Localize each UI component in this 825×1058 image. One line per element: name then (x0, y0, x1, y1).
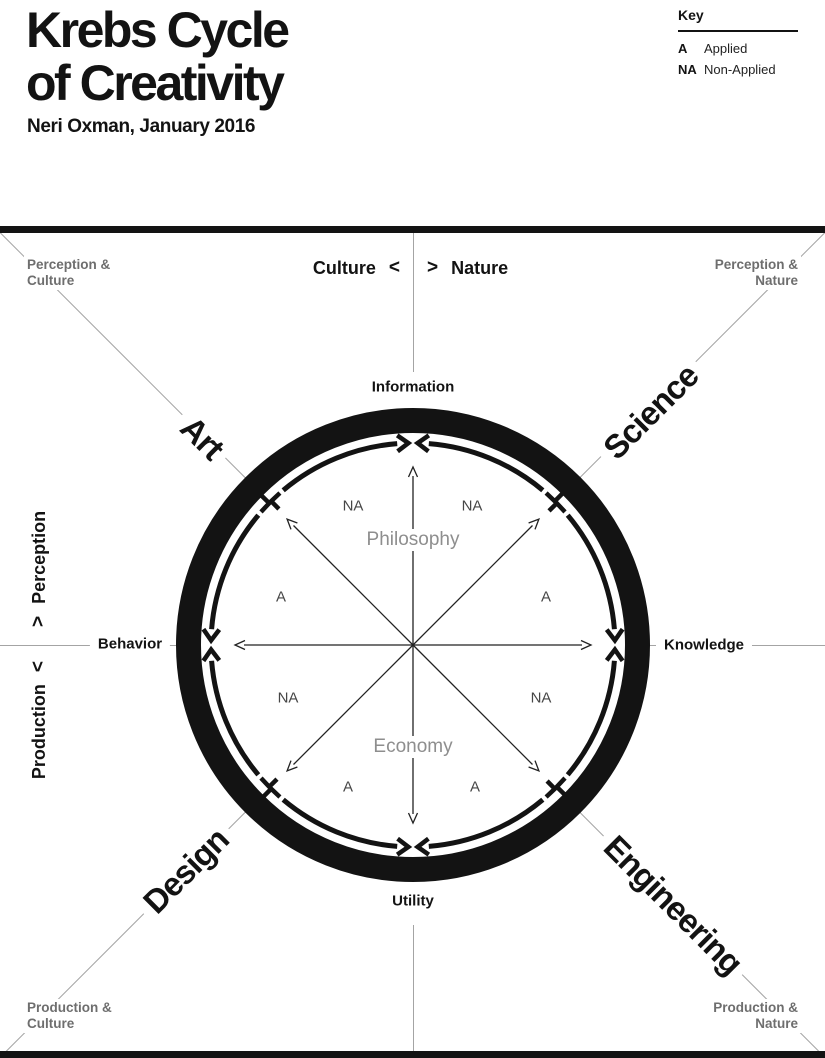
chevron-left-icon: < (388, 257, 400, 278)
corner-label-line: Perception & (714, 257, 798, 272)
marker-a-bottom-right: A (469, 778, 481, 796)
perception-label: Perception (27, 505, 52, 610)
corner-label-line: Nature (755, 1016, 798, 1031)
quadrant-label-science: Science (589, 350, 713, 474)
corner-label-line: Nature (755, 273, 798, 288)
key-title: Key (678, 7, 798, 32)
page-title-line1: Krebs Cycle (26, 2, 288, 58)
corner-label-line: Culture (27, 1016, 75, 1031)
byline: Neri Oxman, January 2016 (27, 116, 256, 137)
page-title (26, 4, 288, 110)
axis-culture-block (307, 256, 406, 280)
cardinal-label-utility: Utility (384, 892, 442, 911)
cardinal-label-information: Information (364, 378, 463, 397)
corner-label-line: Production & (713, 1000, 798, 1015)
key-row-applied (678, 41, 798, 56)
key-row-non-applied (678, 62, 798, 77)
marker-a-mid-right: A (540, 588, 552, 606)
page-title-line2: of Creativity (26, 55, 283, 111)
chevron-right-icon: > (427, 257, 439, 278)
corner-label-perception-culture (24, 256, 113, 290)
marker-na-lower-left: NA (277, 689, 299, 707)
quadrant-label-engineering: Engineering (589, 821, 757, 989)
corner-label-line: Perception & (27, 257, 111, 272)
chevron-down-icon: < (26, 655, 52, 678)
corner-label-production-culture (24, 999, 115, 1033)
marker-na-upper-right: NA (461, 497, 483, 515)
corner-label-line: Culture (27, 273, 75, 288)
marker-a-bottom-left: A (342, 778, 354, 796)
cardinal-label-behavior: Behavior (90, 635, 170, 654)
key-definition-applied: Applied (704, 41, 748, 56)
culture-label: Culture (312, 258, 376, 278)
marker-a-mid-left: A (275, 588, 287, 606)
philosophy-label: Philosophy (361, 529, 466, 551)
key-term-na: NA (678, 62, 697, 77)
nature-label: Nature (451, 258, 509, 278)
legend-key (678, 7, 798, 77)
quadrant-label-art: Art (166, 402, 239, 475)
key-term-a: A (678, 41, 688, 56)
economy-label: Economy (367, 736, 458, 758)
top-rule (0, 226, 825, 233)
cardinal-label-knowledge: Knowledge (656, 636, 752, 655)
production-label: Production (27, 678, 52, 785)
corner-label-line: Production & (27, 1000, 112, 1015)
chevron-up-icon: > (26, 610, 52, 633)
axis-nature-block (421, 256, 514, 280)
marker-na-upper-left: NA (342, 497, 364, 515)
key-definition-non-applied: Non-Applied (704, 62, 776, 77)
marker-na-lower-right: NA (530, 689, 552, 707)
corner-label-production-nature (710, 999, 801, 1033)
bottom-rule (0, 1051, 825, 1058)
axis-production-perception (26, 505, 52, 785)
quadrant-label-design: Design (129, 814, 244, 929)
corner-label-perception-nature (712, 256, 801, 290)
